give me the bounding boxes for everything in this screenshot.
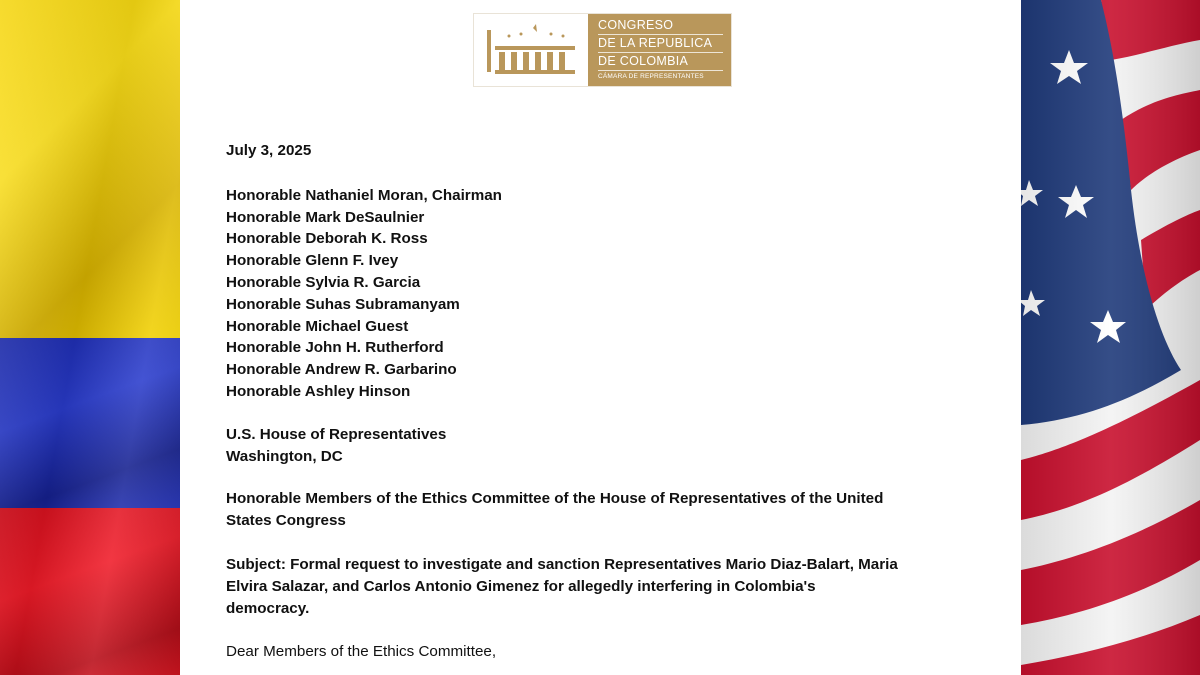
logo-line-4: CÁMARA DE REPRESENTANTES — [598, 73, 704, 81]
logo-divider — [598, 70, 723, 71]
subject-line-1: Subject: Formal request to investigate and sanction Representatives Mario Diaz-Balart, Maria — [226, 555, 898, 573]
logo-divider — [598, 52, 723, 53]
addressee: Honorable Nathaniel Moran, Chairman — [226, 186, 502, 204]
ethics-committee-heading — [226, 488, 960, 532]
ethics-line-2: States Congress — [226, 512, 346, 530]
address-line-2: Washington, DC — [226, 447, 343, 465]
addressee: Honorable Sylvia R. Garcia — [226, 273, 421, 291]
letter-date: July 3, 2025 — [226, 142, 312, 159]
addressee-list — [226, 185, 960, 403]
subject-line-3: democracy. — [226, 599, 310, 617]
address-line-1: U.S. House of Representatives — [226, 425, 447, 443]
logo-line-1: CONGRESO — [598, 17, 674, 32]
addressee: Honorable Michael Guest — [226, 317, 409, 335]
us-flag — [1021, 0, 1200, 675]
recipient-address — [226, 424, 960, 468]
flag-wave-shading — [0, 0, 180, 675]
addressee: Honorable Suhas Subramanyam — [226, 295, 460, 313]
logo-line-3: DE COLOMBIA — [598, 54, 689, 69]
addressee: Honorable Deborah K. Ross — [226, 230, 428, 248]
addressee: Honorable Mark DeSaulnier — [226, 208, 425, 226]
ethics-line-1: Honorable Members of the Ethics Committee of the House of Representatives of the United — [226, 490, 884, 508]
colombia-flag — [0, 0, 180, 675]
addressee: Honorable John H. Rutherford — [226, 339, 444, 357]
subject-line-2: Elvira Salazar, and Carlos Antonio Gimenez for allegedly interfering in Colombia's — [226, 577, 816, 595]
addressee: Honorable Glenn F. Ivey — [226, 252, 399, 270]
capitol-building-icon — [474, 14, 588, 86]
addressee: Honorable Ashley Hinson — [226, 382, 411, 400]
logo-line-2: DE LA REPUBLICA — [598, 36, 713, 51]
subject-line — [226, 554, 960, 619]
letter-page — [180, 0, 1021, 675]
congress-logo — [473, 13, 732, 87]
addressee: Honorable Andrew R. Garbarino — [226, 361, 457, 379]
logo-divider — [598, 34, 723, 35]
letter-body — [226, 140, 960, 663]
salutation: Dear Members of the Ethics Committee, — [226, 643, 497, 661]
